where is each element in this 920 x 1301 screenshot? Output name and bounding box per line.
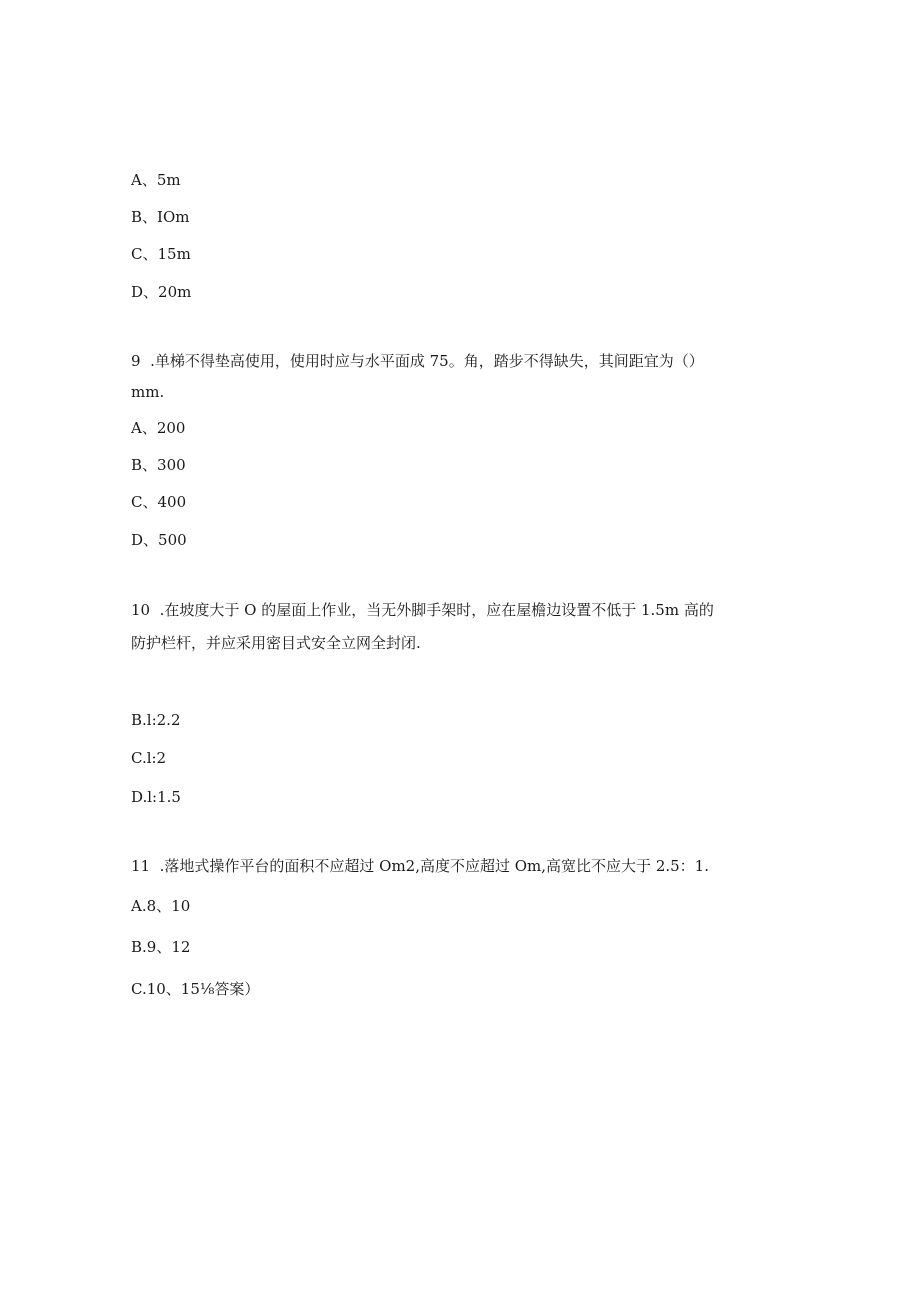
option-d: D、20m	[131, 283, 192, 301]
option-d: D.l:1.5	[131, 788, 181, 806]
question-stem-line-1: 9 .单梯不得垫高使用，使用时应与水平面成 75。角，踏步不得缺失，其间距宜为（）	[131, 352, 704, 370]
option-a: A、200	[131, 419, 186, 437]
question-stem-line-2: 防护栏杆，并应采用密目式安全立网全封闭.	[131, 634, 421, 652]
option-c: C、15m	[131, 245, 191, 263]
option-c: C.l:2	[131, 749, 167, 767]
option-b: B.9、12	[131, 938, 191, 956]
option-c: C、400	[131, 493, 187, 511]
option-c: C.10、15⅛答案）	[131, 980, 260, 998]
option-a: A、5m	[131, 171, 181, 189]
option-b: B、300	[131, 456, 186, 474]
option-b: B、IOm	[131, 208, 190, 226]
option-b: B.l:2.2	[131, 711, 181, 729]
question-stem-line-2: mm.	[131, 383, 165, 401]
question-stem-line-1: 10 .在坡度大于 O 的屋面上作业，当无外脚手架时，应在屋檐边设置不低于 1.5m 高的	[131, 601, 714, 619]
option-d: D、500	[131, 531, 187, 549]
option-a: A.8、10	[131, 897, 191, 915]
question-stem-line-1: 11 .落地式操作平台的面积不应超过 Om2,高度不应超过 Om,高宽比不应大于 2.5：1.	[131, 857, 709, 875]
